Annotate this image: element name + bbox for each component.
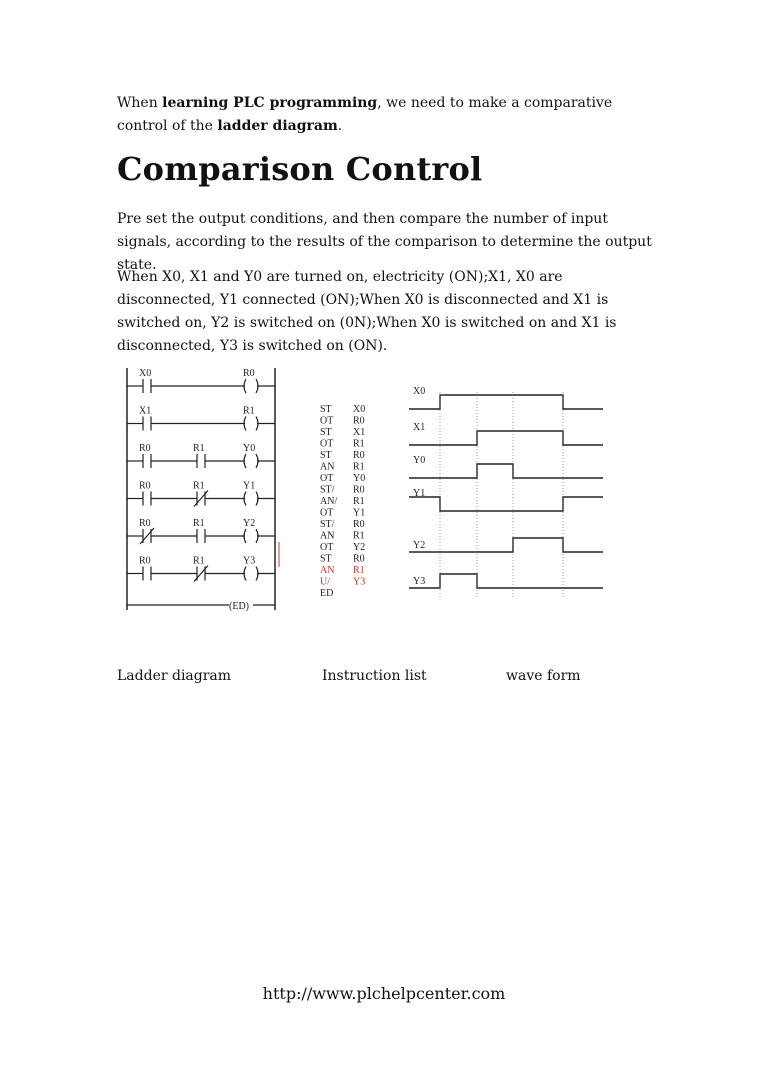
footer-url[interactable] (0, 984, 768, 1003)
instruction-operand: Y2 (353, 542, 366, 553)
instruction-row (320, 416, 365, 427)
instruction-row (320, 462, 365, 473)
ladder-end-rung (127, 601, 275, 612)
instruction-row (320, 439, 365, 450)
instruction-op: ST (320, 427, 332, 438)
instruction-row (320, 577, 365, 588)
instruction-op: ST (320, 553, 332, 565)
figure-canvas (117, 362, 617, 634)
instruction-operand: X0 (353, 404, 366, 415)
instruction-op: OT (320, 507, 334, 519)
intro-suffix: . (337, 118, 343, 134)
instruction-row (320, 473, 365, 484)
page-title: Comparison Control (117, 150, 483, 188)
waveform-signal (409, 386, 603, 409)
instruction-operand: Y3 (353, 576, 366, 588)
signal-label: Y1 (413, 488, 426, 499)
caption-instructions: Instruction list (322, 668, 427, 684)
contact-1-label: R0 (139, 555, 151, 567)
signal-trace (409, 431, 603, 445)
paragraph-preset: Pre set the output conditions, and then compare the number of input signals, according to the results of the comparison to determine the output state. (117, 211, 652, 273)
instruction-op: AN (320, 461, 335, 473)
instruction-row (320, 565, 365, 576)
instruction-operand: R1 (353, 530, 365, 542)
instruction-op: U/ (320, 576, 330, 588)
instruction-operand: R1 (353, 565, 365, 576)
signal-trace (409, 464, 603, 478)
instruction-row (320, 404, 365, 415)
intro-bold-plc: learning PLC programming (162, 95, 378, 111)
instruction-op: AN (320, 530, 335, 542)
waveform-signal (409, 538, 603, 552)
instruction-row (320, 519, 365, 530)
instruction-operand: R1 (353, 461, 365, 473)
paragraph-conditions: When X0, X1 and Y0 are turned on, electricity (ON);X1, X0 are disconnected, Y1 connected (ON);When X0 is disconnected and X1 is switched on, Y2 is switched on (0N);When X0 is switched on and X1 is disconnected, Y3 is switched on (ON). (117, 269, 617, 354)
instruction-operand: Y0 (353, 473, 366, 484)
instruction-op: OT (320, 542, 334, 553)
waveform-signal (409, 574, 603, 588)
instruction-operand: R0 (353, 484, 365, 496)
instruction-op: OT (320, 473, 334, 484)
intro-prefix: When (117, 95, 163, 111)
waveform-signal (409, 455, 603, 478)
instruction-operand: R0 (353, 415, 365, 427)
instruction-operand: R0 (353, 553, 365, 565)
instruction-row (320, 554, 365, 565)
footer-link[interactable]: http://www.plchelpcenter.com (262, 984, 506, 1003)
signal-label: Y2 (413, 540, 426, 551)
instruction-op: OT (320, 415, 334, 427)
instruction-row (320, 496, 365, 507)
ladder-rung (127, 481, 275, 507)
contact-1-label: R0 (139, 443, 151, 454)
ladder-rung (127, 443, 275, 468)
instruction-operand: X1 (353, 427, 366, 438)
instruction-row (320, 588, 333, 599)
signal-label: Y3 (413, 576, 426, 587)
instruction-operand: R0 (353, 450, 365, 461)
ladder-rung (127, 556, 275, 582)
signal-label: X1 (413, 422, 426, 433)
instruction-op: ST/ (320, 484, 335, 496)
contact-1-label: R0 (139, 518, 151, 529)
instruction-row (320, 450, 365, 461)
figure (117, 362, 617, 634)
contact-2-label: R1 (193, 480, 205, 492)
instruction-row (320, 485, 365, 496)
signal-trace (409, 497, 603, 511)
instruction-operand: Y1 (353, 507, 366, 519)
instruction-op: ST (320, 450, 332, 461)
contact-1-label: X1 (139, 405, 152, 417)
coil-label: Y1 (243, 480, 256, 492)
signal-trace (409, 395, 603, 409)
ladder-rung (127, 406, 275, 431)
contact-2-label: R1 (193, 443, 205, 454)
instruction-op: AN (320, 565, 335, 576)
ladder-rung (127, 368, 275, 393)
instruction-row (320, 427, 365, 438)
end-label: (ED) (229, 601, 249, 612)
instruction-op: ED (320, 588, 334, 599)
coil-label: R1 (243, 405, 255, 417)
instruction-op: ST (320, 404, 332, 415)
coil-label: Y2 (243, 518, 256, 529)
ladder-rung (127, 518, 275, 544)
waveform-diagram (409, 386, 603, 598)
coil-label: Y0 (243, 443, 256, 454)
signal-label: X0 (413, 386, 426, 397)
instruction-operand: R0 (353, 519, 365, 530)
signal-trace (409, 574, 603, 588)
instruction-operand: R1 (353, 496, 365, 507)
instruction-op: OT (320, 438, 334, 450)
signal-trace (409, 538, 603, 552)
instruction-op: ST/ (320, 519, 335, 530)
contact-1-label: X0 (139, 368, 152, 379)
instruction-row (320, 542, 365, 553)
waveform-signal (409, 422, 603, 445)
signal-label: Y0 (413, 455, 426, 466)
coil-label: R0 (243, 368, 255, 379)
contact-2-label: R1 (193, 518, 205, 529)
intro-text (117, 92, 657, 138)
intro-middle: , we need to make a comparative control of the (117, 95, 613, 134)
caption-waveform: wave form (506, 668, 581, 684)
instruction-operand: R1 (353, 438, 365, 450)
caption-ladder: Ladder diagram (117, 668, 232, 684)
contact-2-label: R1 (193, 555, 205, 567)
intro-bold-ladder: ladder diagram (217, 118, 338, 134)
instruction-list (320, 404, 365, 599)
coil-label: Y3 (243, 555, 256, 567)
contact-1-label: R0 (139, 480, 151, 492)
instruction-op: AN/ (320, 496, 338, 507)
instruction-row (320, 531, 365, 542)
instruction-row (320, 508, 365, 519)
ladder-diagram (127, 368, 279, 612)
waveform-signal (409, 488, 603, 511)
